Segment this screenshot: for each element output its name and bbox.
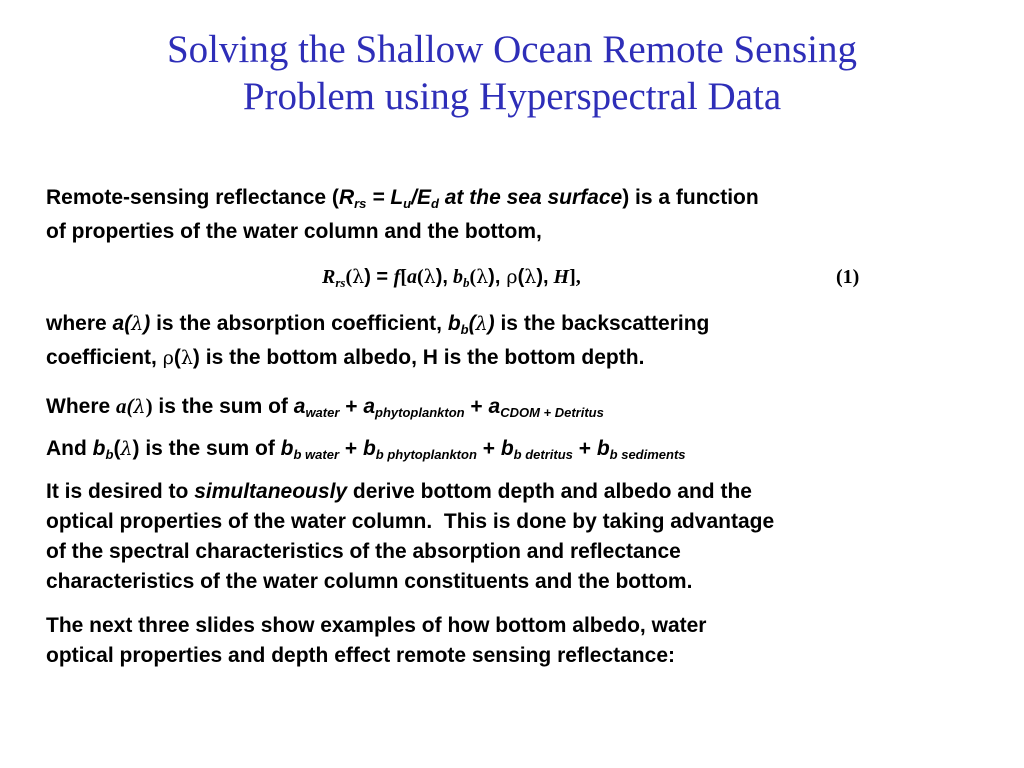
paragraph-line xyxy=(46,341,946,375)
subscript: b phytoplankton xyxy=(375,447,477,462)
paragraph-line: characteristics of the water column constituents and the bottom. xyxy=(46,570,693,593)
rho-symbol: ρ xyxy=(162,347,174,369)
eq-text: ), xyxy=(536,266,549,288)
paragraph-line xyxy=(46,307,946,341)
eq-symbol: f xyxy=(393,266,401,288)
emphasis: simultaneously xyxy=(194,480,348,503)
text: It is desired to xyxy=(46,480,195,503)
text: a( xyxy=(112,312,132,335)
eq-symbol: a xyxy=(407,266,417,288)
paragraph-line xyxy=(46,181,938,215)
eq-text: ( xyxy=(469,266,477,288)
eq-text: ( xyxy=(417,266,424,288)
lambda-symbol: λ xyxy=(180,347,193,369)
slide-title xyxy=(40,26,984,120)
text: + xyxy=(339,395,364,418)
lambda-symbol: λ xyxy=(120,438,133,460)
rrs-symbol: R xyxy=(338,186,355,209)
eq-text: [ xyxy=(400,266,407,288)
text: Remote-sensing reflectance ( xyxy=(46,186,339,209)
text: ( xyxy=(173,346,181,369)
term: b xyxy=(596,437,610,460)
subscript: b xyxy=(105,447,114,462)
paragraph-backscatter-sum xyxy=(46,435,946,463)
text: is the sum of xyxy=(152,395,294,418)
eq-subscript: rs xyxy=(335,275,346,290)
text: + xyxy=(339,437,363,460)
lu-subscript: u xyxy=(403,196,412,211)
text: And xyxy=(46,437,93,460)
text: Where xyxy=(46,395,117,418)
term: b xyxy=(92,437,106,460)
equation-formula xyxy=(322,266,581,289)
subscript: CDOM + Detritus xyxy=(500,405,604,420)
lambda-symbol: λ xyxy=(423,266,436,288)
text: is the absorption coefficient, xyxy=(150,312,448,335)
paragraph-line: of properties of the water column and the bottom, xyxy=(46,220,542,243)
subscript: b xyxy=(460,322,469,337)
term: a xyxy=(363,395,376,418)
text: + xyxy=(572,437,597,460)
text: is the backscattering xyxy=(494,312,710,335)
text: ( xyxy=(468,312,476,335)
text: /E xyxy=(411,186,431,209)
paragraph-objective xyxy=(46,477,946,597)
paragraph-next-slides xyxy=(46,611,946,671)
text: ) xyxy=(132,437,140,460)
eq-symbol: b xyxy=(447,266,463,288)
eq-text: ], xyxy=(569,266,581,288)
term: b xyxy=(362,437,376,460)
ed-subscript: d xyxy=(430,196,439,211)
rho-symbol: ρ xyxy=(500,266,518,288)
text: ) xyxy=(145,394,153,418)
lambda-symbol: λ xyxy=(131,313,144,335)
slide-title-line-2: Problem using Hyperspectral Data xyxy=(242,75,782,118)
lambda-symbol: λ xyxy=(475,313,488,335)
term: b xyxy=(280,437,294,460)
text: derive bottom depth and albedo and the xyxy=(347,480,752,503)
rrs-subscript: rs xyxy=(354,196,367,211)
text: at the sea surface xyxy=(438,186,623,209)
paragraph-line: of the spectral characteristics of the absorption and reflectance xyxy=(46,540,681,563)
text: is the sum of xyxy=(139,437,281,460)
text: ) xyxy=(143,312,151,335)
paragraph-line: The next three slides show examples of how bottom albedo, water xyxy=(46,614,707,637)
paragraph-rrs-definition xyxy=(46,181,938,249)
lambda-symbol: λ xyxy=(352,266,365,288)
eq-text: ( xyxy=(345,266,353,288)
eq-subscript: b xyxy=(462,275,470,290)
paragraph-line: optical properties and depth effect remote sensing reflectance: xyxy=(46,644,675,667)
text: a( xyxy=(116,394,134,418)
eq-symbol: R xyxy=(322,266,336,288)
eq-text: ( xyxy=(517,266,525,288)
subscript: water xyxy=(305,405,340,420)
term: a xyxy=(293,395,306,418)
equation-number: (1) xyxy=(836,266,860,288)
text: ( xyxy=(113,437,121,460)
subscript: b sediments xyxy=(609,447,686,462)
slide-title-line-1: Solving the Shallow Ocean Remote Sensing xyxy=(166,28,857,71)
eq-text: ), xyxy=(435,266,448,288)
subscript: b water xyxy=(293,447,340,462)
text: where xyxy=(46,312,113,335)
paragraph-line xyxy=(46,477,946,507)
text: coefficient, xyxy=(46,346,163,369)
lambda-symbol: λ xyxy=(133,396,146,418)
text: + xyxy=(476,437,501,460)
lambda-symbol: λ xyxy=(524,266,537,288)
text: b xyxy=(447,312,461,335)
paragraph-line: optical properties of the water column. This is done by taking advantage xyxy=(46,510,775,533)
eq-text: ) xyxy=(364,266,371,288)
term: a xyxy=(488,395,501,418)
text: ) is the bottom albedo, H is the bottom depth. xyxy=(192,346,645,369)
eq-symbol: H xyxy=(548,266,570,288)
text: ) is a function xyxy=(622,186,759,209)
text: + xyxy=(464,395,489,418)
eq-text: ), xyxy=(488,266,501,288)
subscript: b detritus xyxy=(513,447,573,462)
paragraph-absorption-sum xyxy=(46,392,946,421)
eq-text: = xyxy=(370,266,394,288)
lambda-symbol: λ xyxy=(476,266,489,288)
term: b xyxy=(500,437,514,460)
text: ) xyxy=(487,312,495,335)
paragraph-definitions xyxy=(46,307,946,375)
text: = L xyxy=(366,186,404,209)
subscript: phytoplankton xyxy=(375,405,465,420)
